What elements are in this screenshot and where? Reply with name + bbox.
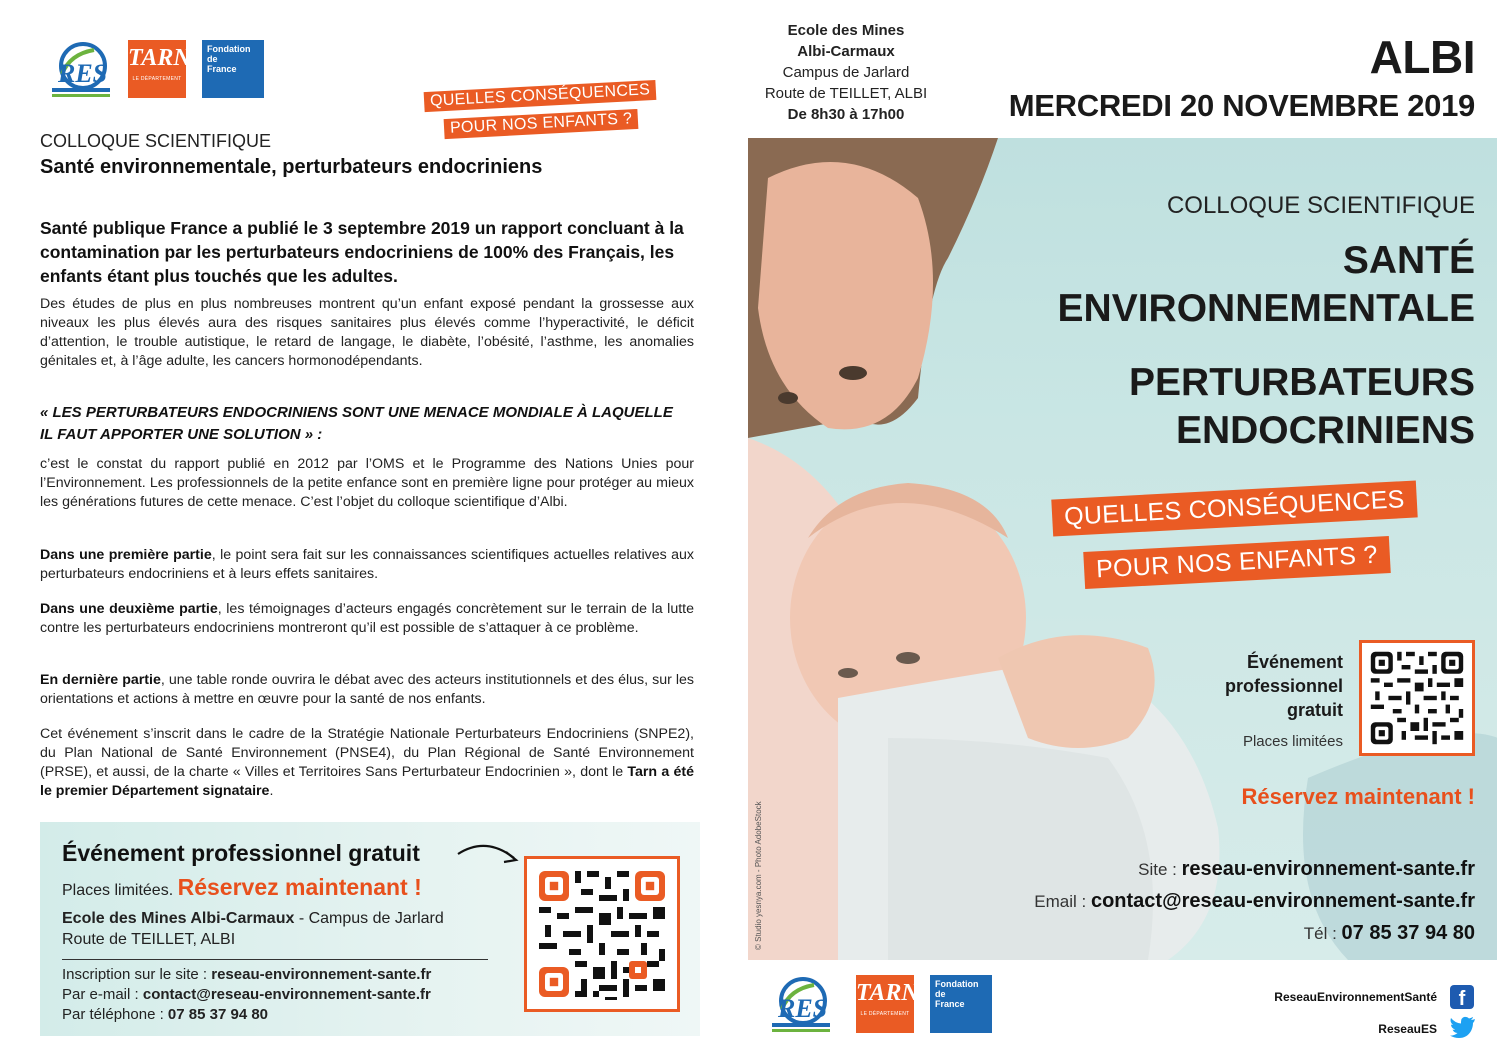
- poster-kicker: COLLOQUE SCIENTIFIQUE: [1166, 192, 1475, 219]
- res-logo-bottom: [770, 975, 832, 1042]
- box-places-line: [62, 874, 422, 901]
- box-mail: [62, 985, 431, 1005]
- part1-bold: Dans une première partie: [40, 547, 212, 563]
- part3-bold: En dernière partie: [40, 672, 161, 688]
- poster-tel-label: Tél :: [1303, 924, 1342, 943]
- left-para2: c’est le constat du rapport publié en 2012 par l’OMS et le Programme des Nations Unies pour l’Environnement. Les professionnels de la petite enfance sont en première ligne pour protéger au mieux les générations futures de cette menace. C’est l’objet du colloque scientifique d’Albi.: [40, 456, 694, 510]
- banner-consequences-small: QUELLES CONSÉQUENCES: [424, 80, 657, 112]
- box-address: Route de TEILLET, ALBI: [62, 931, 236, 948]
- left-title: Santé environnementale, perturbateurs endocriniens: [40, 156, 543, 178]
- poster-email-link[interactable]: contact@reseau-environnement-sante.fr: [1090, 890, 1475, 912]
- poster-title-line1: SANTÉ: [1342, 239, 1475, 282]
- part1-rest: , le point sera fait sur les connaissances scientifiques actuelles relatives aux perturbateurs endocriniens et à leurs effets sanitaires.: [40, 547, 695, 582]
- banner-enfants-small: POUR NOS ENFANTS ?: [444, 109, 639, 139]
- fdf-logo-bottom-text: Fondation de France: [935, 979, 979, 1009]
- box-tel: [62, 1005, 431, 1025]
- left-part3: [40, 671, 694, 709]
- mail-link[interactable]: contact@reseau-environnement-sante.fr: [142, 986, 431, 1003]
- poster-tel-value: 07 85 37 94 80: [1341, 922, 1475, 944]
- box-divider: [62, 959, 488, 960]
- poster-event-line1: Événement: [1246, 652, 1343, 672]
- tarn-logo-bottom-sub: LE DÉPARTEMENT: [860, 1011, 910, 1017]
- venue-block: [748, 20, 944, 125]
- poster-title-line3: PERTURBATEURS: [1129, 361, 1475, 404]
- res-logo-bottom-text: RES: [778, 994, 828, 1023]
- poster-places: Places limitées: [1242, 733, 1343, 750]
- tarn-logo-text: TARN: [128, 45, 191, 71]
- qr-code-right[interactable]: [1359, 640, 1475, 756]
- venue-line3: Campus de Jarlard: [782, 64, 910, 81]
- res-logo: [50, 40, 112, 107]
- tarn-logo-sub: LE DÉPARTEMENT: [132, 76, 182, 82]
- arrow-icon: [454, 838, 524, 874]
- poster-title-line4: ENDOCRINIENS: [1175, 409, 1475, 452]
- poster-event-info: [1160, 650, 1343, 722]
- qr-code-left[interactable]: [524, 856, 680, 1012]
- para-last-bold: Tarn a été le premier Département signataire: [40, 764, 694, 799]
- tarn-logo-bottom: [856, 975, 919, 1033]
- poster-site-link[interactable]: reseau-environnement-sante.fr: [1181, 858, 1475, 880]
- poster-event-line2: professionnel: [1224, 676, 1343, 696]
- facebook-handle[interactable]: ReseauEnvironnementSanté: [1274, 990, 1437, 1004]
- fondation-de-france-logo-bottom: [930, 975, 992, 1033]
- fdf-logo-text: Fondation de France: [207, 44, 251, 74]
- para-last-start: Cet événement s’inscrit dans le cadre de la Stratégie Nationale Perturbateurs Endocriniens (SNPE2), du Plan National de Santé Environnement (PNSE4), du Plan Régional de Santé Environnement (PRSE), et aussi, de la charte « Villes et Territoires Sans Perturbateur Endocrinien », dont le: [40, 726, 694, 780]
- box-places: Places limitées.: [62, 882, 174, 899]
- part3-rest: , une table ronde ouvrira le débat avec des acteurs institutionnels et des élus, sur les orientations et actions à mettre en œuvre pour la santé de nos enfants.: [40, 672, 694, 707]
- part2-rest: , les témoignages d’acteurs engagés concrètement sur le terrain de la lutte contre les perturbateurs endocriniens montreront qu’il est possible de s’attaquer à ce problème.: [40, 601, 695, 636]
- tel-value: 07 85 37 94 80: [167, 1006, 269, 1023]
- box-reserve-link[interactable]: Réservez maintenant !: [177, 874, 422, 900]
- venue-hours: De 8h30 à 17h00: [787, 106, 905, 123]
- box-venue-rest: - Campus de Jarlard: [294, 910, 444, 927]
- box-title: Événement professionnel gratuit: [62, 840, 420, 866]
- inscr-label: Inscription sur le site :: [62, 966, 212, 983]
- event-date: MERCREDI 20 NOVEMBRE 2019: [1008, 88, 1475, 123]
- twitter-handle[interactable]: ReseauES: [1378, 1022, 1437, 1036]
- inscr-link[interactable]: reseau-environnement-sante.fr: [211, 966, 432, 983]
- left-quote: « LES PERTURBATEURS ENDOCRINIENS SONT UNE MENACE MONDIALE À LAQUELLE IL FAUT APPORTER UNE SOLUTION » :: [40, 404, 673, 443]
- left-para1: Des études de plus en plus nombreuses montrent qu’un enfant exposé pendant la grossesse aux niveaux les plus élevés aura des risques sanitaires plus élevés comme l’hyperactivité, le déficit d’attention, le trouble autistique, le retard de langage, le diabète, l’obésité, l’asthme, les anomalies génitales et, à l’âge adulte, les cancers hormonodépendants.: [40, 296, 694, 369]
- left-part1: [40, 546, 694, 584]
- qr-code-right-icon: [1362, 643, 1472, 753]
- box-inscription: [62, 965, 431, 985]
- tarn-logo-bottom-text: TARN: [856, 980, 919, 1006]
- left-kicker: COLLOQUE SCIENTIFIQUE: [40, 131, 272, 151]
- box-venue: [62, 910, 444, 928]
- qr-code-left-icon: [527, 859, 677, 1009]
- tarn-logo: [128, 40, 191, 98]
- tel-label: Par téléphone :: [62, 1006, 168, 1023]
- poster-email-label: Email :: [1034, 892, 1091, 911]
- banner-consequences: QUELLES CONSÉQUENCES: [1051, 480, 1417, 536]
- twitter-icon[interactable]: [1450, 1016, 1476, 1038]
- facebook-icon[interactable]: f: [1450, 985, 1474, 1009]
- mail-label: Par e-mail :: [62, 986, 143, 1003]
- para-last-end: .: [269, 783, 274, 799]
- left-para-last: [40, 725, 694, 801]
- registration-box: [40, 822, 700, 1036]
- photo-credit: © Studio yesnya.com - Photo AdobeStock: [754, 801, 763, 950]
- city-title: ALBI: [1369, 31, 1475, 83]
- poster-site-label: Site :: [1138, 860, 1182, 879]
- part2-bold: Dans une deuxième partie: [40, 601, 218, 617]
- left-part2: [40, 600, 694, 638]
- poster-site: [1138, 858, 1475, 881]
- venue-line4: Route de TEILLET, ALBI: [764, 85, 928, 102]
- venue-line2: Albi-Carmaux: [797, 43, 895, 60]
- left-lead: Santé publique France a publié le 3 septembre 2019 un rapport concluant à la contamination par les perturbateurs endocriniens de 100% des Français, les enfants étant plus touchés que les adultes.: [40, 218, 684, 286]
- poster-event-line3: gratuit: [1287, 700, 1343, 720]
- poster-title-line2: ENVIRONNEMENTALE: [1057, 287, 1475, 330]
- res-logo-text: RES: [58, 59, 108, 88]
- box-venue-bold: Ecole des Mines Albi-Carmaux: [62, 910, 295, 927]
- poster-tel: [1304, 922, 1475, 945]
- banner-enfants: POUR NOS ENFANTS ?: [1083, 536, 1390, 589]
- venue-line1: Ecole des Mines: [787, 22, 905, 39]
- poster-reserve-link[interactable]: Réservez maintenant !: [1241, 784, 1475, 809]
- fondation-de-france-logo: [202, 40, 264, 98]
- poster-email: [1034, 890, 1475, 913]
- box-contact-list: [62, 965, 431, 1025]
